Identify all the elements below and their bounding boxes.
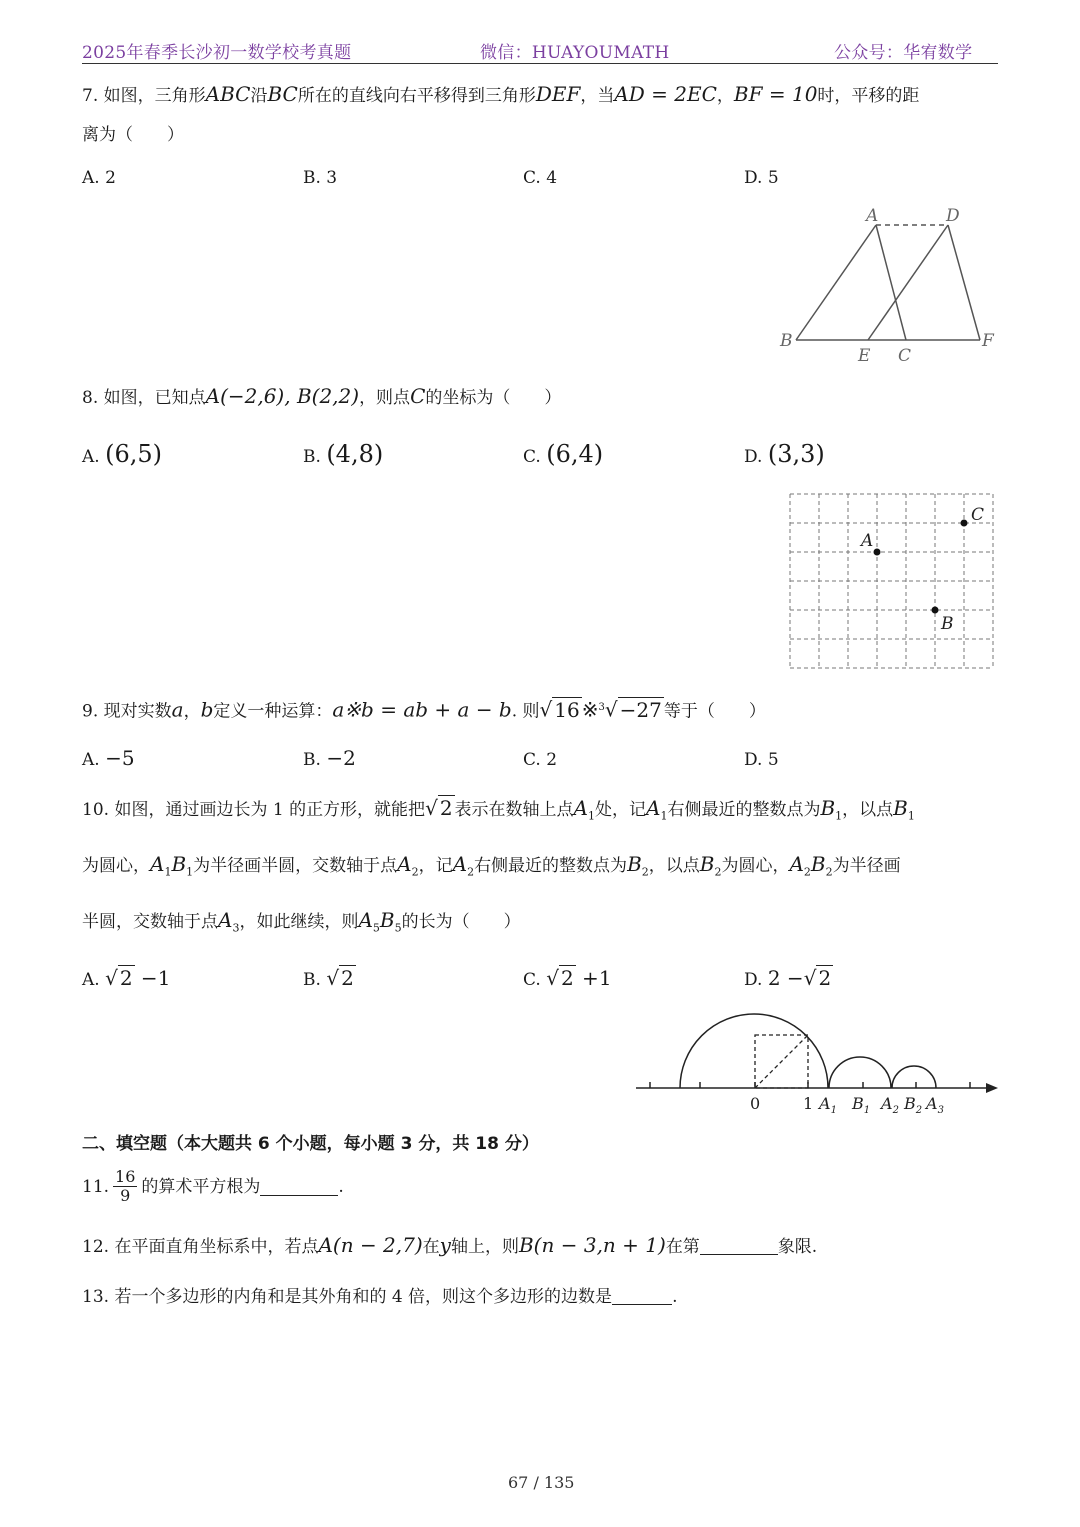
q10-line1: 10. 如图，通过画边长为 1 的正方形，就能把√ 2 表示在数轴上点$A_1$处，记$A_1$右侧最近的整数点为$B_1$，以点$B_1$ (82, 796, 915, 823)
q9-option-a: A. −5 (82, 746, 135, 770)
q10-label-1: 1 (803, 1094, 814, 1113)
q7-eq1: AD = 2EC (614, 82, 717, 106)
q7-option-b: B. 3 (303, 168, 338, 188)
q10-line2: 为圆心，$A_1B_1$为半径画半圆，交数轴于点$A_2$，记$A_2$右侧最近的整数点为$B_2$，以点$B_2$为圆心，$A_2B_2$为半径画 (82, 852, 901, 879)
q8-point-a (874, 549, 881, 556)
q9-comma: ， (183, 701, 201, 722)
q10-option-a: A. √ 2 −1 (82, 966, 171, 990)
q8-option-d: D. (3,3) (744, 440, 825, 468)
header-divider (82, 63, 998, 64)
q7-line2: 离为（ ） (82, 125, 184, 145)
q8-option-c-value: (6,4) (546, 440, 604, 468)
q8-text1: 8. 如图，已知点 (82, 388, 206, 408)
q10-option-c: C. √ 2 +1 (523, 966, 612, 990)
page-number: 67 / 135 (508, 1473, 575, 1492)
q9-a: a (171, 697, 184, 722)
q8-option-b-value: (4,8) (326, 440, 384, 468)
q9-option-b: B. −2 (303, 746, 356, 770)
q10-option-b: B. √ 2 (303, 966, 354, 990)
q7-text2: 沿 (250, 86, 268, 106)
q9-option-c-value: 2 (546, 750, 558, 770)
q9-text1: 9. 现对实数 (82, 701, 172, 722)
q7-option-d: D. 5 (744, 168, 779, 188)
q9-option-b-value: −2 (326, 746, 356, 770)
q9-text2: 定义一种运算： (213, 701, 333, 722)
q7-label-e: E (858, 346, 871, 366)
q11-number: 11. (82, 1176, 110, 1197)
q9-option-a-value: −5 (105, 746, 135, 770)
q9-cube-index: 3 (598, 702, 605, 713)
q7-label-f: F (982, 331, 994, 351)
q7-line1 (82, 82, 919, 108)
q7-bc: BC (267, 82, 298, 106)
q10-label-a2: $A_2$ (881, 1094, 899, 1116)
q11-fraction: $\frac{16}{9}$ (115, 1167, 136, 1205)
q8-line1 (82, 384, 561, 410)
q10-line3: 半圆，交数轴于点$A_3$，如此继续，则$A_5B_5$的长为（ ） (82, 908, 521, 935)
q8-c: C (410, 384, 426, 408)
header-title: 2025年春季长沙初一数学校考真题 (82, 43, 352, 63)
q7-label-c: C (898, 346, 912, 366)
q9-line1: 9. 现对实数a，b定义一种运算：a※b = ab + a − b. 则√ 16 ※$^3$√ −27 等于（ ） (82, 697, 766, 722)
q9-option-c: C. 2 (523, 750, 558, 770)
q9-option-d-value: 5 (767, 750, 779, 770)
q7-text4: ，当 (580, 86, 615, 106)
q8-option-c: C. (6,4) (523, 440, 604, 468)
q7-eq2: BF = 10 (733, 82, 818, 106)
q8-text3: 的坐标为（ ） (425, 388, 562, 408)
header-account: 公众号：华宥数学 (834, 43, 973, 63)
q7-text3: 所在的直线向右平移得到三角形 (297, 86, 536, 106)
q10-arc1 (680, 1014, 828, 1088)
q12-point-a: A(n − 2,7) (318, 1233, 423, 1257)
q7-text5: ， (716, 86, 734, 106)
q10-label-a3: $A_3$ (926, 1094, 944, 1116)
q7-label-b: B (780, 331, 793, 351)
q10-label-0: 0 (750, 1094, 761, 1113)
q8-label-a: A (861, 531, 874, 551)
q9-option-d: D. 5 (744, 750, 779, 770)
q9-definition: a※b = ab + a − b (332, 697, 512, 722)
q13-line: 13. 若一个多边形的内角和是其外角和的 4 倍，则这个多边形的边数是 . (82, 1287, 678, 1307)
q8-option-d-value: (3,3) (767, 440, 825, 468)
q7-label-a: A (866, 206, 879, 226)
q12-line: 12. 在平面直角坐标系中，若点A(n − 2,7)在y轴上，则B(n − 3,n + 1)在第 象限. (82, 1233, 818, 1257)
q7-label-d: D (946, 206, 960, 226)
q10-label-b1: $B_1$ (852, 1094, 871, 1116)
q8-option-b: B. (4,8) (303, 440, 384, 468)
q7-figure (770, 200, 1010, 370)
q7-option-c: C. 4 (523, 168, 558, 188)
q8-grid-figure (785, 488, 1005, 673)
q10-option-d: D. 2 −√ 2 (744, 966, 832, 990)
q7-text1: 7. 如图，三角形 (82, 86, 206, 106)
q7-option-a: A. 2 (82, 168, 116, 188)
section-fill-in-title: 二、填空题（本大题共 6 个小题，每小题 3 分，共 18 分） (82, 1134, 539, 1154)
q9-text3: . 则 (511, 701, 540, 722)
q7-line-ab (796, 225, 876, 340)
q10-label-b2: $B_2$ (904, 1094, 923, 1116)
q12-point-b: B(n − 3,n + 1) (518, 1233, 666, 1257)
q8-points: A(−2,6), B(2,2) (205, 384, 360, 408)
q9-b: b (200, 697, 214, 722)
q9-op: ※ (581, 697, 599, 722)
q10-number-line-figure (630, 1005, 1010, 1120)
q9-sqrt16: 16 (554, 697, 580, 722)
q10-axis-arrow (986, 1083, 998, 1093)
q13-answer-blank[interactable] (612, 1286, 672, 1305)
header-wechat: 微信：HUAYOUMATH (480, 43, 670, 63)
q11-text: 的算术平方根为 (141, 1176, 261, 1197)
q8-label-b: B (941, 614, 954, 634)
q8-label-c: C (971, 505, 985, 525)
q8-option-a-value: (6,5) (105, 440, 162, 468)
q10-ticks (650, 1082, 970, 1088)
q11-answer-blank[interactable] (260, 1177, 338, 1196)
q7-line-df (948, 225, 980, 340)
q9-text4: 等于（ ） (663, 701, 766, 722)
q10-arc2 (829, 1057, 891, 1088)
q13-text: 13. 若一个多边形的内角和是其外角和的 4 倍，则这个多边形的边数是 (82, 1287, 613, 1307)
q10-label-a1: $A_1$ (819, 1094, 837, 1116)
q8-point-b (932, 607, 939, 614)
q8-text2: ，则点 (359, 388, 411, 408)
q12-answer-blank[interactable] (700, 1236, 778, 1255)
q7-def: DEF (535, 82, 581, 106)
q10-arc3 (892, 1066, 936, 1088)
q8-point-c (961, 520, 968, 527)
q9-cbrt-neg27: −27 (619, 697, 662, 722)
q10-diagonal (755, 1035, 808, 1088)
q7-abc: ABC (205, 82, 251, 106)
q8-option-a: A. (6,5) (82, 440, 162, 468)
q11-line: 11. $\frac{16}{9}$ 的算术平方根为 . (82, 1167, 344, 1205)
q7-text6: 时，平移的距 (817, 86, 920, 106)
